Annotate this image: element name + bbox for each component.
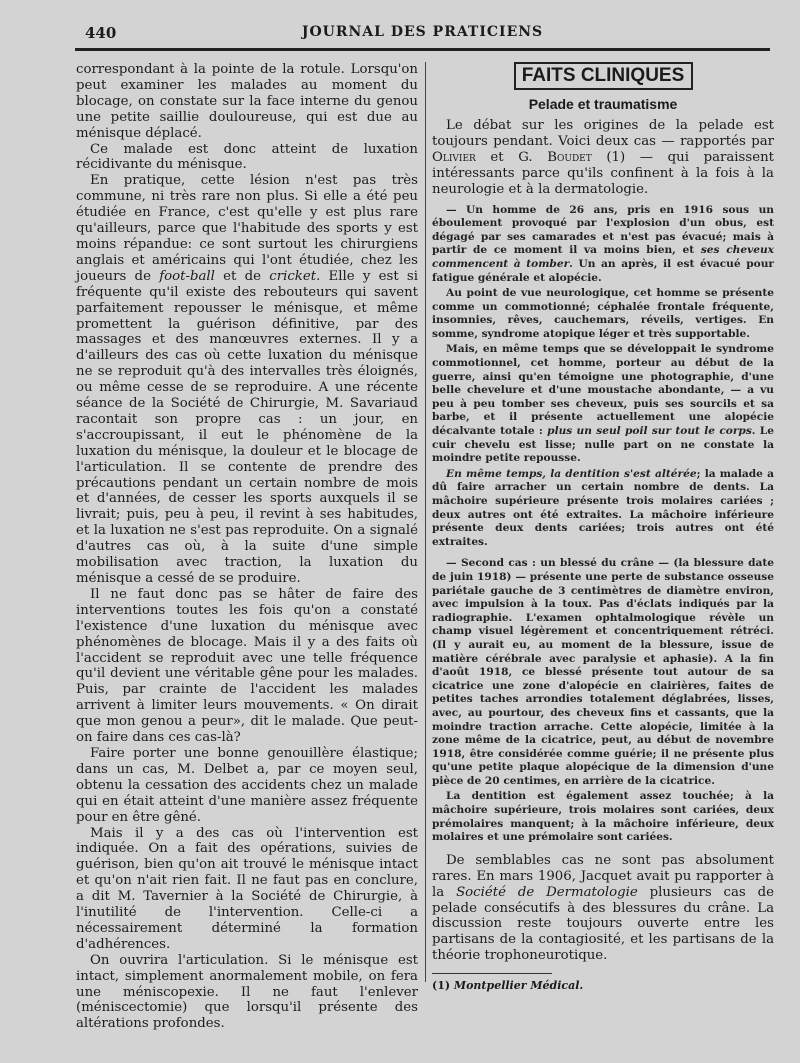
right-column (432, 62, 774, 992)
text-run: . Le cuir chevelu est lisse; nulle part on ne constate la moindre petite repousse. (432, 425, 774, 465)
left-column (76, 62, 418, 1032)
text-run: . Elle y est si fréquente qu'il existe des rebouteurs qui savent parfaitement repousser le ménisque, et même promettent la guérison définitive, par des massages et des manœuvres externes. Il y a d'ailleurs des cas où cette luxation du ménisque ne se reproduit qu'à des intervalles très éloignés, ou même cesse de se reproduire. A une récente séance de la Société de Chirurgie, M. Savariaud racontait son propre cas : un jour, en s'accroupissant, il eut le phénomène de la luxation du ménisque, la douleur et le blocage de l'articulation. Il se contente de prendre des précautions pendant un certain nombre de mois et d'années, de cesser les sports auxquels il se livrait; puis, peu à peu, il revint à ses habitudes, et la luxation ne s'est pas reproduite. On a signalé d'autres cas où, à la suite d'une simple mobilisation avec traction, la luxation du ménisque a cessé de se produire. (76, 268, 419, 586)
text-run: et G. (475, 149, 548, 165)
paragraph: Faire porter une bonne genouillère élastique; dans un cas, M. Delbet a, par ce moyen seul, obtenu la cessation des accidents chez un malade qui en était atteint d'une manière assez fréquente pour en être gêné. (76, 745, 418, 825)
journal-title: JOURNAL DES PRATICIENS (301, 24, 544, 40)
paragraph (432, 853, 774, 964)
text-run: — Un homme de 26 ans, pris en 1916 sous un éboulement provoqué par l'explosion d'un obus, est dégagé par ses camarades et n'est pas évacué; mais à partir de ce moment il va moins bien, et (432, 203, 774, 257)
footnote-rule (432, 973, 552, 974)
paragraph (432, 118, 774, 198)
paragraph: Il ne faut donc pas se hâter de faire des interventions toutes les fois qu'on a constaté l'existence d'une luxation du ménisque avec phénomènes de blocage. Mais il y a des faits où l'accident se reproduit avec une telle fréquence qu'il devient une véritable gêne pour les malades. Puis, par crainte de l'accident les malades arrivent à limiter leurs mouvements. « On dirait que mon genou a peur», dit le malade. Que peut-on faire dans ces cas-là? (76, 586, 418, 746)
page-number: 440 (85, 24, 117, 42)
italic-text: cricket (269, 268, 317, 284)
text-run: ; la malade a dû faire arracher un certain nombre de dents. La mâchoire supérieure présente trois molaires cariées ; deux autres ont été extraites. La mâchoire inférieure présente deux dents cariées; trois autres ont été extraites. (432, 467, 774, 548)
paragraph: Mais il y a des cas où l'intervention est indiquée. On a fait des opérations, suivies de guérison, bien qu'on ait trouvé le ménisque intact et qu'on n'ait rien fait. Il ne faut pas en conclure, a dit M. Tavernier à la Société de Chirurgie, à l'inutilité de l'intervention. Celle-ci a nécessairement déterminé la formation d'adhérences. (76, 825, 418, 952)
author-name: Boudet (547, 149, 592, 165)
text-run: plusieurs cas de pelade consécutifs à des blessures du crâne. La discussion reste toujours ouverte entre les partisans de la contagiosité, et les partisans de la théorie trophoneurotique. (432, 884, 774, 964)
case-paragraph: La dentition est également assez touchée; à la mâchoire supérieure, trois molaires sont cariées, deux prémolaires manquent; à la mâchoire inférieure, deux molaires et une prémolaire sont cariées. (432, 790, 774, 844)
text-run: En pratique, cette lésion n'est pas très commune, ni très rare non plus. Si elle a été peu étudiée en France, c'est qu'elle y est plus rare qu'ailleurs, parce que l'habitude des sports y est moins répandue: ce sont surtout les chirurgiens anglais et américains qui l'ont étudiée, chez les joueurs de (76, 173, 418, 284)
italic-text: En même temps, la dentition s'est altérée (446, 467, 697, 480)
text-run: . Un an après, il est évacué pour fatigue générale et alopécie. (432, 257, 774, 284)
case-paragraph: — Second cas : un blessé du crâne — (la blessure date de juin 1918) — présente une perte de substance osseuse pariétale gauche de 3 centimètres de diamètre environ, avec impulsion à la toux. Pas d'éclats indiqués par la radiographie. L'examen ophtalmologique révèle un champ visuel légèrement et concentriquement rétréci. (Il y aurait eu, au moment de la blessure, issue de matière cérébrale avec paralysie et aphasie). A la fin d'août 1918, ce blessé présente tout autour de sa cicatrice une zone d'alopécie en clairières, faites de petites taches arrondies totalement déglabrées, lisses, avec, au pourtour, des cheveux fins et cassants, que la moindre traction arrache. Cette alopécie, limitée à la zone même de la cicatrice, peut, au début de novembre 1918, être considérée comme guérie; il ne présente plus qu'une petite plaque alopécique de la dimension d'une pièce de 20 centimes, en arrière de la cicatrice. (432, 557, 774, 787)
paragraph: On ouvrira l'articulation. Si le ménisque est intact, simplement anormalement mobile, on fera une méniscopexie. Il ne faut l'enlever (méniscectomie) que lorsqu'il présente des altérations profondes. (76, 952, 418, 1032)
case-paragraph (432, 204, 774, 286)
case-paragraph: Au point de vue neurologique, cet homme se présente comme un commotionné; céphalée frontale fréquente, insomnies, rêves, cauchemars, réveils, vertiges. En somme, syndrome atopique léger et très supportable. (432, 287, 774, 340)
paragraph: correspondant à la pointe de la rotule. Lorsqu'on peut examiner les malades au moment du blocage, on constate sur la face interne du genou une petite saillie douloureuse, qui est due au ménisque déplacé. (76, 62, 418, 141)
italic-text: ses cheveux commencent à tomber (432, 244, 774, 270)
author-name: Olivier (432, 149, 476, 165)
page-header (75, 24, 770, 46)
text-run: De semblables cas ne sont pas absolument rares. En mars 1906, Jacquet avait pu rapporter à la (432, 852, 774, 900)
text-run: (1) — qui paraissent intéressants parce qu'ils confinent à la fois à la neurologie et à la dermatologie. (432, 149, 774, 197)
header-rule (75, 48, 770, 51)
text-run: et de (214, 268, 270, 284)
footnote-number: (1) (432, 979, 454, 993)
section-title: FAITS CLINIQUES (514, 62, 693, 90)
italic-text: plus un seul poil sur tout le corps (547, 425, 752, 438)
paragraph (76, 173, 418, 587)
case-paragraph (432, 468, 774, 550)
article-subtitle: Pelade et traumatisme (528, 96, 678, 112)
column-divider (425, 62, 426, 982)
footnote-text: Montpellier Médical. (453, 979, 584, 993)
italic-text: foot-ball (159, 268, 215, 284)
footnote (432, 979, 774, 992)
paragraph: Ce malade est donc atteint de luxation récidivante du ménisque. (76, 141, 418, 173)
text-run: Le débat sur les origines de la pelade est toujours pendant. Voici deux cas — rapportés par (432, 118, 774, 149)
text-run: Mais, en même temps que se développait le syndrome commotionnel, cet homme, porteur au début de la guerre, ainsi qu'en témoigne une photographie, d'une belle chevelure et d'une moustache abondante, — a vu peu à peu tomber ses cheveux, puis ses sourcils et sa barbe, et il présente actuellement une alopécie décalvante totale : (432, 343, 774, 438)
case-paragraph (432, 343, 774, 465)
italic-text: Société de Dermatologie (456, 884, 638, 900)
